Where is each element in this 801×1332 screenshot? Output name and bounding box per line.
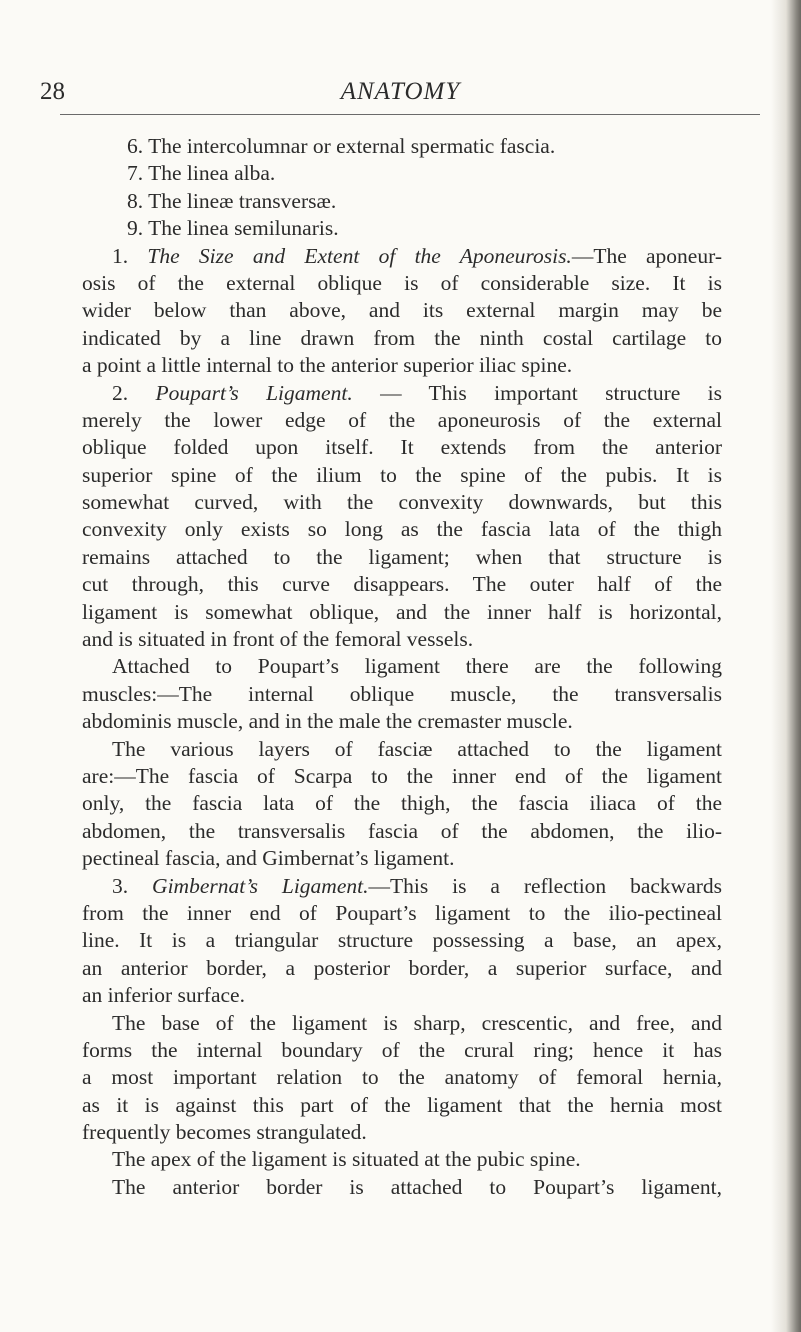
line-text: abdominis muscle, and in the male the cremaster muscle. — [82, 709, 573, 734]
text-line — [82, 215, 722, 242]
text-line — [82, 1119, 722, 1146]
line-text: an inferior surface. — [82, 983, 245, 1008]
text-line — [82, 708, 722, 735]
text-line — [82, 1174, 722, 1201]
text-line — [82, 434, 722, 461]
text-line — [82, 243, 722, 270]
line-text: cut through, this curve disappears. The outer half of the — [82, 572, 722, 597]
text-line — [82, 1010, 722, 1037]
text-line — [82, 407, 722, 434]
text-line — [82, 160, 722, 187]
line-text: The anterior border is attached to Poupart’s ligament, — [112, 1174, 722, 1199]
line-text: merely the lower edge of the aponeurosis of the external — [82, 407, 722, 432]
text-line — [82, 516, 722, 543]
section-number: 1. — [112, 243, 148, 268]
text-line — [82, 626, 722, 653]
line-text: forms the internal boundary of the crural ring; hence it has — [82, 1037, 722, 1062]
text-line — [82, 489, 722, 516]
line-text: somewhat curved, with the convexity downwards, but this — [82, 490, 722, 515]
text-line — [82, 763, 722, 790]
line-text: and is situated in front of the femoral vessels. — [82, 627, 474, 652]
line-text: only, the fascia lata of the thigh, the fascia iliaca of the — [82, 791, 722, 816]
text-line — [82, 681, 722, 708]
text-line — [82, 188, 722, 215]
section-heading: The Size and Extent of the Aponeurosis. — [147, 243, 572, 268]
line-text: The base of the ligament is sharp, crescentic, and free, and — [112, 1010, 722, 1035]
page-number: 28 — [40, 78, 65, 105]
line-text: 8. The lineæ transversæ. — [127, 188, 337, 213]
text-line — [82, 352, 722, 379]
line-text: 7. The linea alba. — [127, 161, 276, 186]
text-line — [82, 462, 722, 489]
page-edge-shadow — [771, 0, 801, 1332]
text-line — [82, 873, 722, 900]
line-text: convexity only exists so long as the fascia lata of the thigh — [82, 517, 722, 542]
text-line — [82, 790, 722, 817]
section-number: 3. — [112, 873, 153, 898]
line-text: 6. The intercolumnar or external spermatic fascia. — [127, 134, 556, 158]
text-line — [82, 1146, 722, 1173]
line-text: pectineal fascia, and Gimbernat’s ligament. — [82, 846, 455, 871]
line-text: wider below than above, and its external margin may be — [82, 298, 722, 323]
text-line — [82, 818, 722, 845]
line-text: a point a little internal to the anterior superior iliac spine. — [82, 353, 573, 378]
text-line — [82, 297, 722, 324]
text-line — [82, 1037, 722, 1064]
text-line — [82, 900, 722, 927]
line-text: as it is against this part of the ligament that the hernia most — [82, 1092, 722, 1117]
line-text: frequently becomes strangulated. — [82, 1120, 367, 1145]
line-text: from the inner end of Poupart’s ligament to the ilio-pectineal — [82, 900, 722, 925]
line-text: osis of the external oblique is of considerable size. It is — [82, 270, 722, 295]
line-text: —The aponeur- — [571, 243, 722, 268]
header-rule — [60, 114, 760, 115]
text-line — [82, 845, 722, 872]
line-text: indicated by a line drawn from the ninth costal cartilage to — [82, 325, 722, 350]
line-text: The apex of the ligament is situated at the pubic spine. — [112, 1147, 581, 1172]
line-text: remains attached to the ligament; when that structure is — [82, 544, 722, 569]
text-line — [82, 736, 722, 763]
section-number: 2. — [112, 380, 156, 405]
line-text: superior spine of the ilium to the spine of the pubis. It is — [82, 462, 722, 487]
text-line — [82, 982, 722, 1009]
text-line — [82, 1092, 722, 1119]
section-heading: Poupart’s Ligament. — [155, 380, 353, 405]
text-line — [82, 927, 722, 954]
line-text: muscles:—The internal oblique muscle, the transversalis — [82, 681, 722, 706]
body-text — [82, 133, 722, 1201]
text-line — [82, 955, 722, 982]
text-line — [82, 380, 722, 407]
text-line — [82, 571, 722, 598]
text-line — [82, 133, 722, 160]
line-text: The various layers of fasciæ attached to the ligament — [112, 736, 722, 761]
line-text: ligament is somewhat oblique, and the inner half is horizontal, — [82, 599, 722, 624]
line-text: line. It is a triangular structure possessing a base, an apex, — [82, 928, 722, 953]
line-text: abdomen, the transversalis fascia of the abdomen, the ilio- — [82, 818, 722, 843]
running-title: ANATOMY — [340, 78, 461, 105]
line-text: — This important structure is — [352, 380, 723, 405]
text-line — [82, 1064, 722, 1091]
text-line — [82, 270, 722, 297]
line-text: Attached to Poupart’s ligament there are the following — [112, 654, 722, 679]
line-text: an anterior border, a posterior border, a superior surface, and — [82, 955, 722, 980]
section-heading: Gimbernat’s Ligament. — [152, 873, 369, 898]
text-line — [82, 599, 722, 626]
line-text: oblique folded upon itself. It extends from the anterior — [82, 435, 722, 460]
line-text: —This is a reflection backwards — [368, 873, 723, 898]
text-line — [82, 325, 722, 352]
line-text: are:—The fascia of Scarpa to the inner end of the ligament — [82, 763, 722, 788]
line-text: a most important relation to the anatomy of femoral hernia, — [82, 1065, 722, 1090]
text-line — [82, 653, 722, 680]
text-line — [82, 544, 722, 571]
line-text: 9. The linea semilunaris. — [127, 216, 339, 241]
